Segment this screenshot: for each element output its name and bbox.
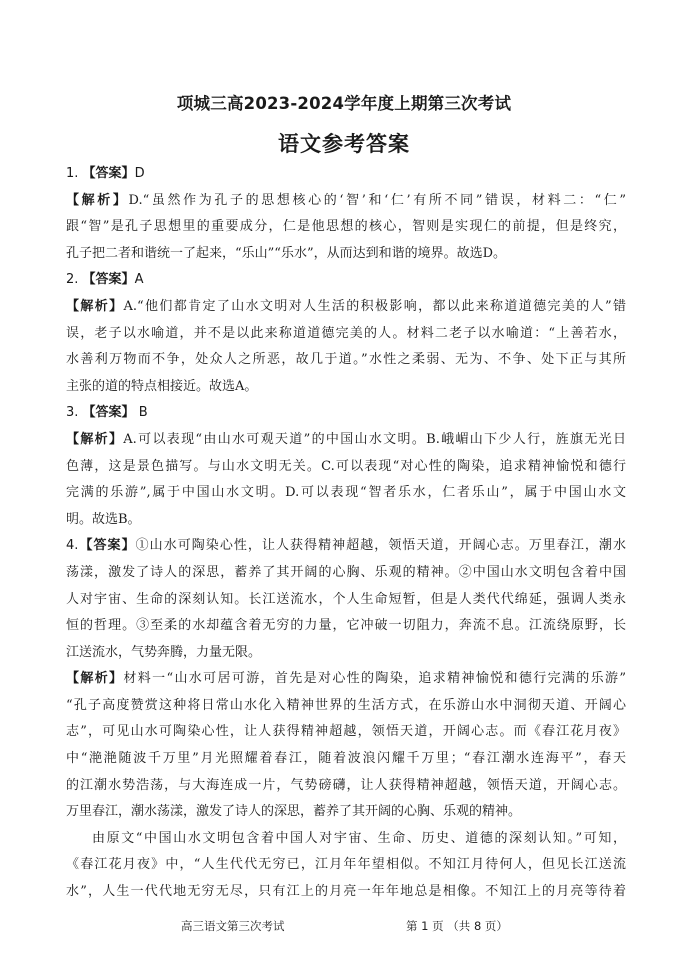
q3-analysis-line: 明。故选B。 (66, 511, 141, 527)
q4-analysis-line (66, 666, 626, 693)
q4-answer-line: 荡漾，激发了诗人的深思，蓄养了其开阔的心胸、乐观的精神。②中国山水文明包含着中国 (66, 564, 626, 580)
q1-answer: D (134, 166, 145, 181)
q3-number: 3. (66, 405, 79, 421)
q2-answer: A (134, 272, 144, 288)
q2-answer-line (66, 267, 626, 294)
q1-analysis-label: 【解析】 (66, 192, 129, 208)
q2-answer-label: 【答案】 (82, 272, 135, 288)
q4-answer-line: 江送流水，气势奔腾，力量无限。 (66, 644, 262, 660)
q2-analysis-text: A.“他们都肯定了山水文明对人生活的积极影响，都以此来称道道德完美的人”错 (123, 298, 626, 314)
q1-analysis-text: D.“虽然作为孔子的思想核心的‘智’和‘仁’有所不同”错误，材料二：“仁” (128, 192, 626, 208)
q2-analysis-line (66, 294, 626, 321)
q1-answer-line (66, 161, 626, 188)
document-body (66, 161, 626, 906)
q3-analysis-label: 【解析】 (66, 431, 124, 447)
footer-exam-name: 高三语文第三次考试 (181, 919, 285, 933)
q3-analysis-line: 完满的乐游”,属于中国山水文明。D.可以表现“智者乐水，仁者乐山”，属于中国山水文 (66, 485, 626, 501)
q4-answer-line (66, 533, 626, 560)
q3-analysis-line (66, 427, 626, 454)
q4-paragraph-line: 由原文“中国山水文明包含着中国人对宇宙、生命、历史、道德的深刻认知。”可知， (92, 830, 626, 846)
exam-title: 项城三高2023-2024学年度上期第三次考试 (176, 94, 512, 113)
q4-analysis-line: 中“滟滟随波千万里”月光照耀着春江，随着波浪闪耀千万里；“春江潮水连海平”，春天 (66, 751, 626, 767)
q2-analysis-label: 【解析】 (66, 298, 124, 314)
q2-analysis-line: 主张的道的特点相接近。故选A。 (66, 378, 258, 394)
q4-analysis-line: 志”，可见山水可陶染心性，让人获得精神超越，领悟天道，开阔心志。而《春江花月夜》 (66, 724, 626, 740)
q4-answer-line: 恒的哲理。③至柔的水却蕴含着无穷的力量，它冲破一切阻力，奔流不息。江流绕原野，长 (66, 618, 626, 634)
q1-analysis-line: 跟“智”是孔子思想里的重要成分，仁是他思想的核心，智则是实现仁的前提，但是终究， (66, 219, 626, 235)
q1-number: 1. (66, 166, 79, 181)
q2-analysis-line: 水善利万物而不争，处众人之所恶，故几于道。”水性之柔弱、无为、不争、处下正与其所 (66, 352, 626, 368)
q3-answer-label: 【答案】 (82, 405, 135, 421)
q4-analysis-line: 的江潮水势浩荡，与大海连成一片，气势磅礴，让人获得精神超越，领悟天道，开阔心志。 (66, 777, 626, 793)
q3-answer-line (66, 400, 626, 427)
q4-answer-text: ①山水可陶染心性，让人获得精神超越，领悟天道，开阔心志。万里春江，潮水 (135, 538, 626, 554)
q2-analysis-line: 误，老子以水喻道，并不是以此来称道道德完美的人。材料二老子以水喻道：“上善若水， (66, 325, 626, 341)
q4-analysis-line: “孔子高度赞赏这种将日常山水化入精神世界的生活方式，在乐游山水中洞彻天道、开阔心 (66, 697, 626, 713)
q4-answer-line: 人对宇宙、生命的深刻认知。长江送流水，个人生命短暂，但是人类代代绵延，强调人类永 (66, 591, 626, 607)
q4-analysis-line: 万里春江，潮水荡漾，激发了诗人的深思，蓄养了其开阔的心胸、乐观的精神。 (66, 804, 522, 820)
q3-answer: B (138, 405, 148, 421)
q3-analysis-text: A.可以表现“由山水可观天道”的中国山水文明。B.峨嵋山下少人行，旌旗无光日 (123, 431, 626, 447)
q1-analysis-line: 孔子把二者和谐统一了起来，“乐山”“乐水”，从而达到和谐的境界。故选D。 (66, 245, 507, 261)
q1-analysis-line (66, 188, 626, 215)
q4-answer-label: 【答案】 (78, 538, 136, 554)
q3-analysis-line: 色薄，这是景色描写。与山水文明无关。C.可以表现“对心性的陶染，追求精神愉悦和德行 (66, 458, 626, 474)
q1-answer-label: 【答案】 (82, 166, 135, 181)
q4-analysis-text: 材料一“山水可居可游，首先是对心性的陶染，追求精神愉悦和德行完满的乐游” (123, 671, 626, 687)
footer-page-number: 第 1 页 （共 8 页） (406, 919, 508, 933)
q4-paragraph-line: 《春江花月夜》中，“人生代代无穷已，江月年年望相似。不知江月待何人，但见长江送流 (66, 857, 626, 873)
q4-number: 4. (66, 538, 79, 554)
q2-number: 2. (66, 272, 79, 288)
q4-paragraph-line: 水”，人生一代代地无穷无尽，只有江上的月亮一年年地总是相像。不知江上的月亮等待着 (66, 884, 626, 900)
q4-analysis-label: 【解析】 (66, 671, 124, 687)
document-subtitle: 语文参考答案 (278, 132, 410, 156)
